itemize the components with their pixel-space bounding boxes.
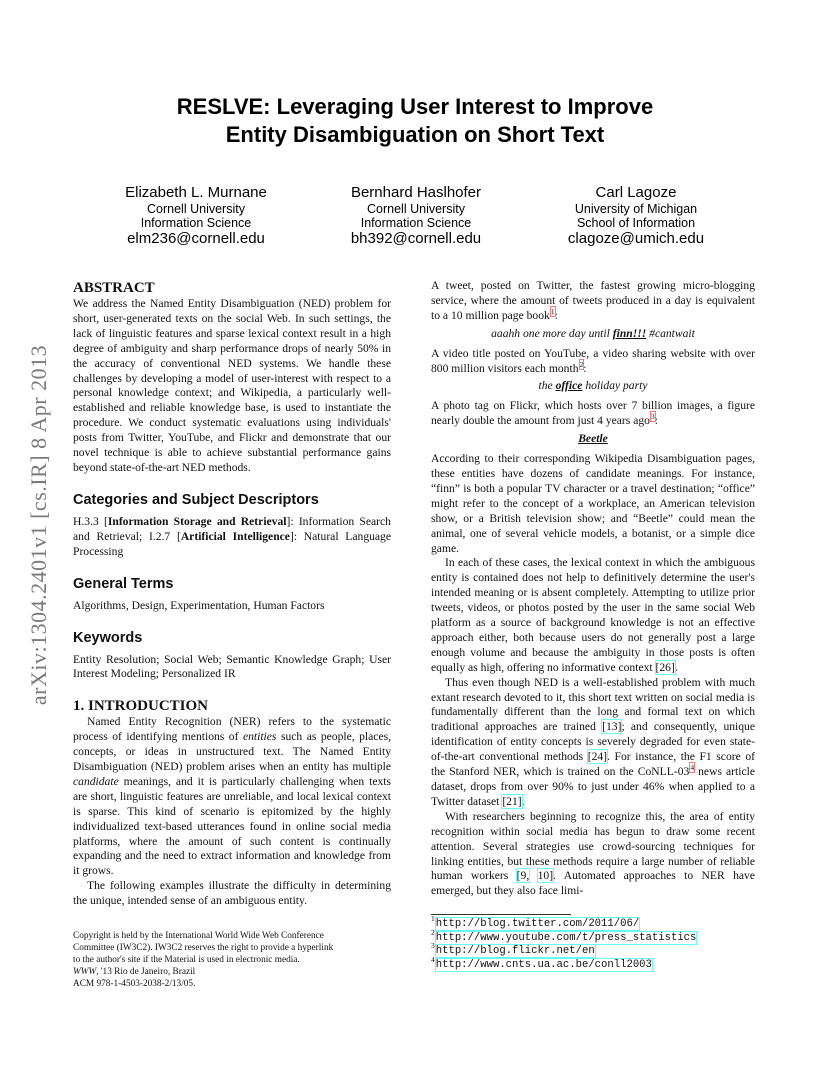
footnote-4: $^4$http://www.cnts.ua.ac.be/conll2003 xyxy=(431,954,652,971)
author-name: Elizabeth L. Murnane xyxy=(125,184,267,201)
categories-heading: Categories and Subject Descriptors xyxy=(73,491,319,508)
arxiv-stamp xyxy=(22,300,56,750)
citation-21[interactable]: [21] xyxy=(502,794,522,808)
footnote-rule xyxy=(431,914,571,915)
title-line-2: Entity Disambiguation on Short Text xyxy=(225,122,605,147)
footnote-3: $^3$http://blog.flickr.net/en xyxy=(431,941,595,957)
paper-title xyxy=(100,93,730,149)
footnote-link-3[interactable]: http://blog.flickr.net/en xyxy=(435,945,595,957)
entity-beetle: Beetle xyxy=(578,432,608,446)
author-department: Information Science xyxy=(360,216,472,230)
citation-24[interactable]: [24] xyxy=(587,750,608,764)
author-block xyxy=(96,184,736,247)
footnote-link-1[interactable]: http://blog.twitter.com/2011/06/ xyxy=(435,918,640,930)
paragraph-according: According to their corresponding Wikipedia Disambiguation pages, these entities have dozens of candidate meanings. For instance, “finn” is both a popular TV character or a travel destination; “office” might refer to the concept of a workplace, an American television show, or a British television show; and “Beetle” could mean the animal, one of several vehicle models, a botanist, or a simple dice game. xyxy=(431,452,755,555)
citation-26[interactable]: [26] xyxy=(655,660,675,674)
footnote-ref-4[interactable]: 4 xyxy=(690,763,695,773)
paragraph-thus: Thus even though NED is a well-established problem with much extant research devoted to it, this short text written on social media is fundamentally different than the long and formal text on which traditional approaches are trained [13]; and consequently, unique identification of entity concepts is severely degraded for even state-of-the-art conventional methods [24]. For instance, the F1 score of the Stanford NER, which is trained on the CoNLL-03$^4$ news article dataset, drops from over 90% to just under 46% when applied to a Twitter dataset [21]. xyxy=(431,675,755,808)
footnote-link-2[interactable]: http://www.youtube.com/t/press_statistics xyxy=(435,931,697,944)
keywords-heading: Keywords xyxy=(73,629,143,646)
citation-13[interactable]: [13] xyxy=(602,720,622,734)
author-1 xyxy=(96,184,296,247)
category-bold-1: Information Storage and Retrieval xyxy=(107,514,287,528)
author-name: Bernhard Haslhofer xyxy=(350,184,482,201)
author-department: School of Information xyxy=(576,216,696,230)
example-video: the office holiday party xyxy=(538,379,648,393)
footnotes xyxy=(431,914,755,972)
citation-10[interactable]: 10] xyxy=(537,869,554,883)
author-email: elm236@cornell.edu xyxy=(127,230,265,247)
arxiv-stamp-text: arXiv:1304.2401v1 [cs.IR] 8 Apr 2013 xyxy=(26,344,51,706)
footnote-1: $^1$http://blog.twitter.com/2011/06/ xyxy=(431,914,640,930)
footnote-link-4[interactable]: http://www.cnts.ua.ac.be/conll2003 xyxy=(435,958,652,971)
footnote-2: $^2$http://www.youtube.com/t/press_statistics xyxy=(431,927,697,944)
introduction-heading: 1. INTRODUCTION xyxy=(73,698,209,715)
example-photo xyxy=(431,432,755,447)
categories-text: H.3.3 [Information Storage and Retrieval]: Information Search and Retrieval; I.2.7 [Artificial Intelligence]: Natural Language Processing xyxy=(73,514,392,558)
video-intro: A video title posted on YouTube, a video sharing website with over 800 million visitors each month$^2$: xyxy=(431,346,755,375)
footnote-ref-2[interactable]: 2 xyxy=(579,359,584,369)
general-terms-text: Algorithms, Design, Experimentation, Human Factors xyxy=(73,598,325,612)
general-terms-heading: General Terms xyxy=(73,575,174,592)
footnote-ref-1[interactable]: 1 xyxy=(550,306,555,316)
keywords-text: Entity Resolution; Social Web; Semantic Knowledge Graph; User Interest Modeling; Personalized IR xyxy=(73,652,391,681)
paragraph-researchers: With researchers beginning to recognize this, the area of entity recognition within social media has begun to draw some recent attention. Several strategies use crowd-sourcing techniques for linking entities, but these methods require a large number of reliable human workers [9, 10]. Automated approaches to NER have emerged, but they also face limi- xyxy=(431,809,755,898)
citation-9[interactable]: [9, xyxy=(516,869,530,883)
entity-finn: finn!!! xyxy=(612,326,647,340)
intro-paragraph-2: The following examples illustrate the difficulty in determining the unique, intended sense of an ambiguous entity. xyxy=(73,879,391,908)
right-column xyxy=(431,279,755,899)
example-tweet: aaahh one more day until finn!!! #cantwait xyxy=(491,326,695,340)
author-affiliation: Cornell University xyxy=(147,202,245,216)
author-affiliation: University of Michigan xyxy=(574,202,698,216)
author-email: clagoze@umich.edu xyxy=(567,230,705,247)
entity-office: office xyxy=(555,379,583,393)
paragraph-each-case: In each of these cases, the lexical context in which the ambiguous entity is contained does not help to definitively determine the user's intended meaning or is absent completely. Attempting to utilize prior tweets, videos, or photos posted by the user in the same social Web platform as a source of background knowledge is not an effective approach either, both because users do not generally post a large enough volume and because the ambiguity in those posts is often equally as high, offering no informative context [26]. xyxy=(431,556,755,674)
photo-intro: A photo tag on Flickr, which hosts over 7 billion images, a figure nearly double the amount from just 4 years ago$^3$: xyxy=(431,399,755,428)
left-column xyxy=(73,279,391,909)
author-3 xyxy=(536,184,736,247)
title-line-1: RESLVE: Leveraging User Interest to Improve xyxy=(176,94,654,119)
author-department: Information Science xyxy=(140,216,252,230)
abstract-heading: ABSTRACT xyxy=(73,280,155,296)
category-bold-2: Artificial Intelligence xyxy=(180,529,290,543)
copyright-notice: Copyright is held by the International World Wide Web Conference Committee (IW3C2). IW3C2 reserves the right to provide a hyperlink to the author's site if the Material is used in electronic media. WWW, '13 Rio de Janeiro, Brazil ACM 978-1-4503-2038-2/13/05. xyxy=(73,931,334,989)
author-name: Carl Lagoze xyxy=(595,184,677,201)
intro-paragraph-1: Named Entity Recognition (NER) refers to the systematic process of identifying mentions of entities such as people, places, concepts, or ideas in unstructured text. The Named Entity Disambiguation (NED) problem arises when an entity has multiple candidate meanings, and it is particularly challenging when texts are short, linguistic features are unreliable, and local lexical context is sparse. This kind of scenario is epitomized by the highly individualized text-based utterances found in online social media platforms, where the amount of such content is continually expanding and the need to extract information and knowledge from it grows. xyxy=(73,715,392,878)
footnote-ref-3[interactable]: 3 xyxy=(650,412,655,422)
author-2 xyxy=(316,184,516,247)
tweet-intro: A tweet, posted on Twitter, the fastest growing micro-blogging service, where the amount of tweets produced in a day is equivalent to a 10 million page book$^1$: xyxy=(431,279,755,322)
author-email: bh392@cornell.edu xyxy=(350,230,482,247)
author-affiliation: Cornell University xyxy=(367,202,465,216)
abstract-text: We address the Named Entity Disambiguation (NED) problem for short, user-generated texts on the social Web. In such settings, the lack of linguistic features and sparse lexical context result in a high degree of ambiguity and sharp performance drops of nearly 50% in the accuracy of conventional NED systems. We handle these challenges by developing a model of user-interest with respect to a personal knowledge context; and Wikipedia, a particularly well-established and reliable knowledge base, is used to instantiate the procedure. We conduct systematic evaluations using individuals' posts from Twitter, YouTube, and Flickr and demonstrate that our novel technique is able to achieve substantial performance gains beyond state-of-the-art NED methods. xyxy=(73,297,391,474)
